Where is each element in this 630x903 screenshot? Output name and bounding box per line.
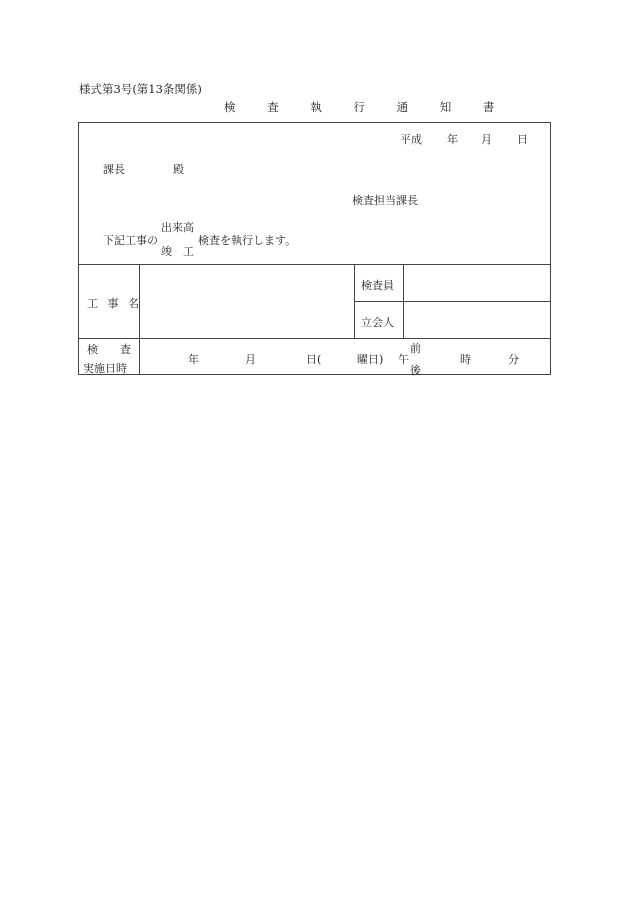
pm-option: 後 xyxy=(410,364,421,377)
label-column-divider xyxy=(139,264,140,374)
notice-form-box xyxy=(78,122,551,375)
witness-field[interactable] xyxy=(405,303,548,336)
witness-label: 立会人 xyxy=(361,316,394,329)
date-month: 月 xyxy=(481,133,492,146)
inspector-label-divider xyxy=(403,264,404,338)
inspection-minute: 分 xyxy=(508,353,519,366)
inspection-day: 日( xyxy=(306,353,322,366)
am-option: 前 xyxy=(410,342,421,355)
inspection-date-label-line2: 実施日時 xyxy=(83,362,127,375)
inspection-weekday: 曜日) xyxy=(357,353,384,366)
inspector-field[interactable] xyxy=(405,266,548,299)
table-top-border xyxy=(79,264,550,265)
body-suffix: 検査を執行します。 xyxy=(198,234,297,247)
ampm-suffix: 午 xyxy=(398,353,409,366)
inspection-year: 年 xyxy=(188,353,199,366)
work-name-label: 工 事 名 xyxy=(87,297,142,310)
form-number-label: 様式第3号(第13条関係) xyxy=(79,82,202,96)
date-era: 平成 xyxy=(400,133,422,146)
addressee-title: 課長 xyxy=(103,163,125,176)
inspection-month: 月 xyxy=(245,353,256,366)
inspector-divider xyxy=(354,301,550,302)
addressee-honorific: 殿 xyxy=(173,163,184,176)
date-row-top-border xyxy=(79,338,550,339)
date-year: 年 xyxy=(447,133,458,146)
inspection-date-label-line1: 検 査 xyxy=(87,343,131,356)
date-day: 日 xyxy=(517,133,528,146)
inspection-hour: 時 xyxy=(460,353,471,366)
work-name-field[interactable] xyxy=(141,266,352,336)
inspector-label: 検査員 xyxy=(361,279,394,292)
work-name-divider xyxy=(354,264,355,338)
document-title: 検 査 執 行 通 知 書 xyxy=(224,100,509,114)
body-option-bottom: 竣 工 xyxy=(161,245,194,258)
body-option-top: 出来高 xyxy=(161,221,194,234)
body-prefix: 下記工事の xyxy=(103,234,158,247)
sender-title: 検査担当課長 xyxy=(352,194,418,207)
